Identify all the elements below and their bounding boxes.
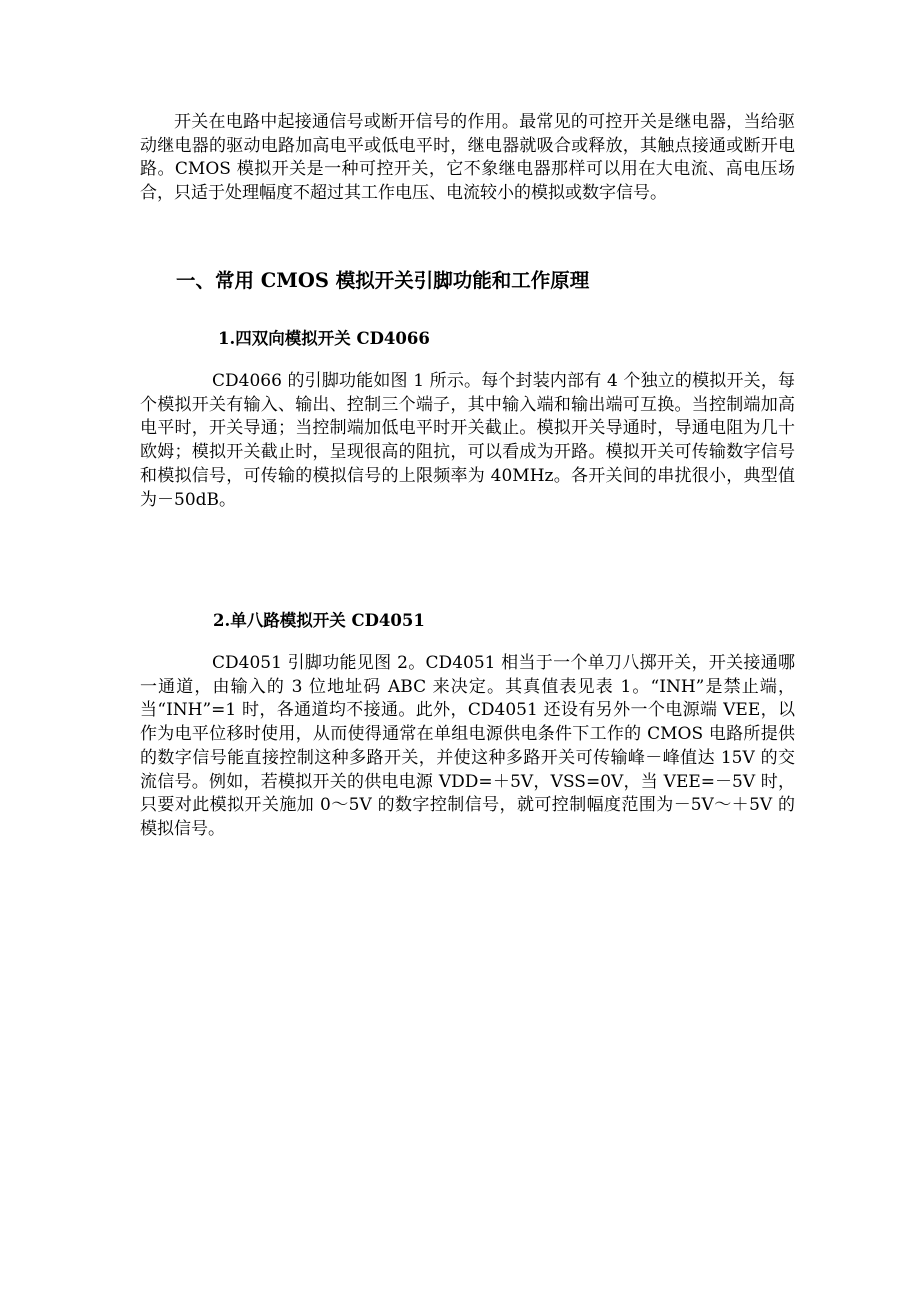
- intro-paragraph: 开关在电路中起接通信号或断开信号的作用。最常见的可控开关是继电器，当给驱动继电器的驱动电路加高电平或低电平时，继电器就吸合或释放，其触点接通或断开电路。CMOS 模拟开关是一种可控开关，它不象继电器那样可以用在大电流、高电压场合，只适于处理幅度不超过其工作电压、电流较小的模拟或数字信号。: [140, 112, 795, 204]
- subsection-1-heading: 1.四双向模拟开关 CD4066: [218, 329, 430, 348]
- subsection-2-paragraph: CD4051 引脚功能见图 2。CD4051 相当于一个单刀八掷开关，开关接通哪一通道，由输入的 3 位地址码 ABC 来决定。其真值表见表 1。“INH”是禁止端，当“INH”=1 时，各通道均不接通。此外，CD4051 还设有另外一个电源端 VEE，以作为电平位移时使用，从而使得通常在单组电源供电条件下工作的 CMOS 电路所提供的数字信号能直接控制这种多路开关，并使这种多路开关可传输峰－峰值达 15V 的交流信号。例如，若模拟开关的供电电源 VDD=＋5V，VSS=0V，当 VEE=－5V 时，只要对此模拟开关施加 0～5V 的数字控制信号，就可控制幅度范围为－5V～＋5V 的模拟信号。: [140, 653, 795, 839]
- section-heading: 一、常用 CMOS 模拟开关引脚功能和工作原理: [176, 269, 590, 292]
- subsection-2-heading: 2.单八路模拟开关 CD4051: [213, 611, 425, 630]
- subsection-1-paragraph: CD4066 的引脚功能如图 1 所示。每个封装内部有 4 个独立的模拟开关，每个模拟开关有输入、输出、控制三个端子，其中输入端和输出端可互换。当控制端加高电平时，开关导通；当控制端加低电平时开关截止。模拟开关导通时，导通电阻为几十欧姆；模拟开关截止时，呈现很高的阻抗，可以看成为开路。模拟开关可传输数字信号和模拟信号，可传输的模拟信号的上限频率为 40MHz。各开关间的串扰很小，典型值为－50dB。: [140, 371, 795, 510]
